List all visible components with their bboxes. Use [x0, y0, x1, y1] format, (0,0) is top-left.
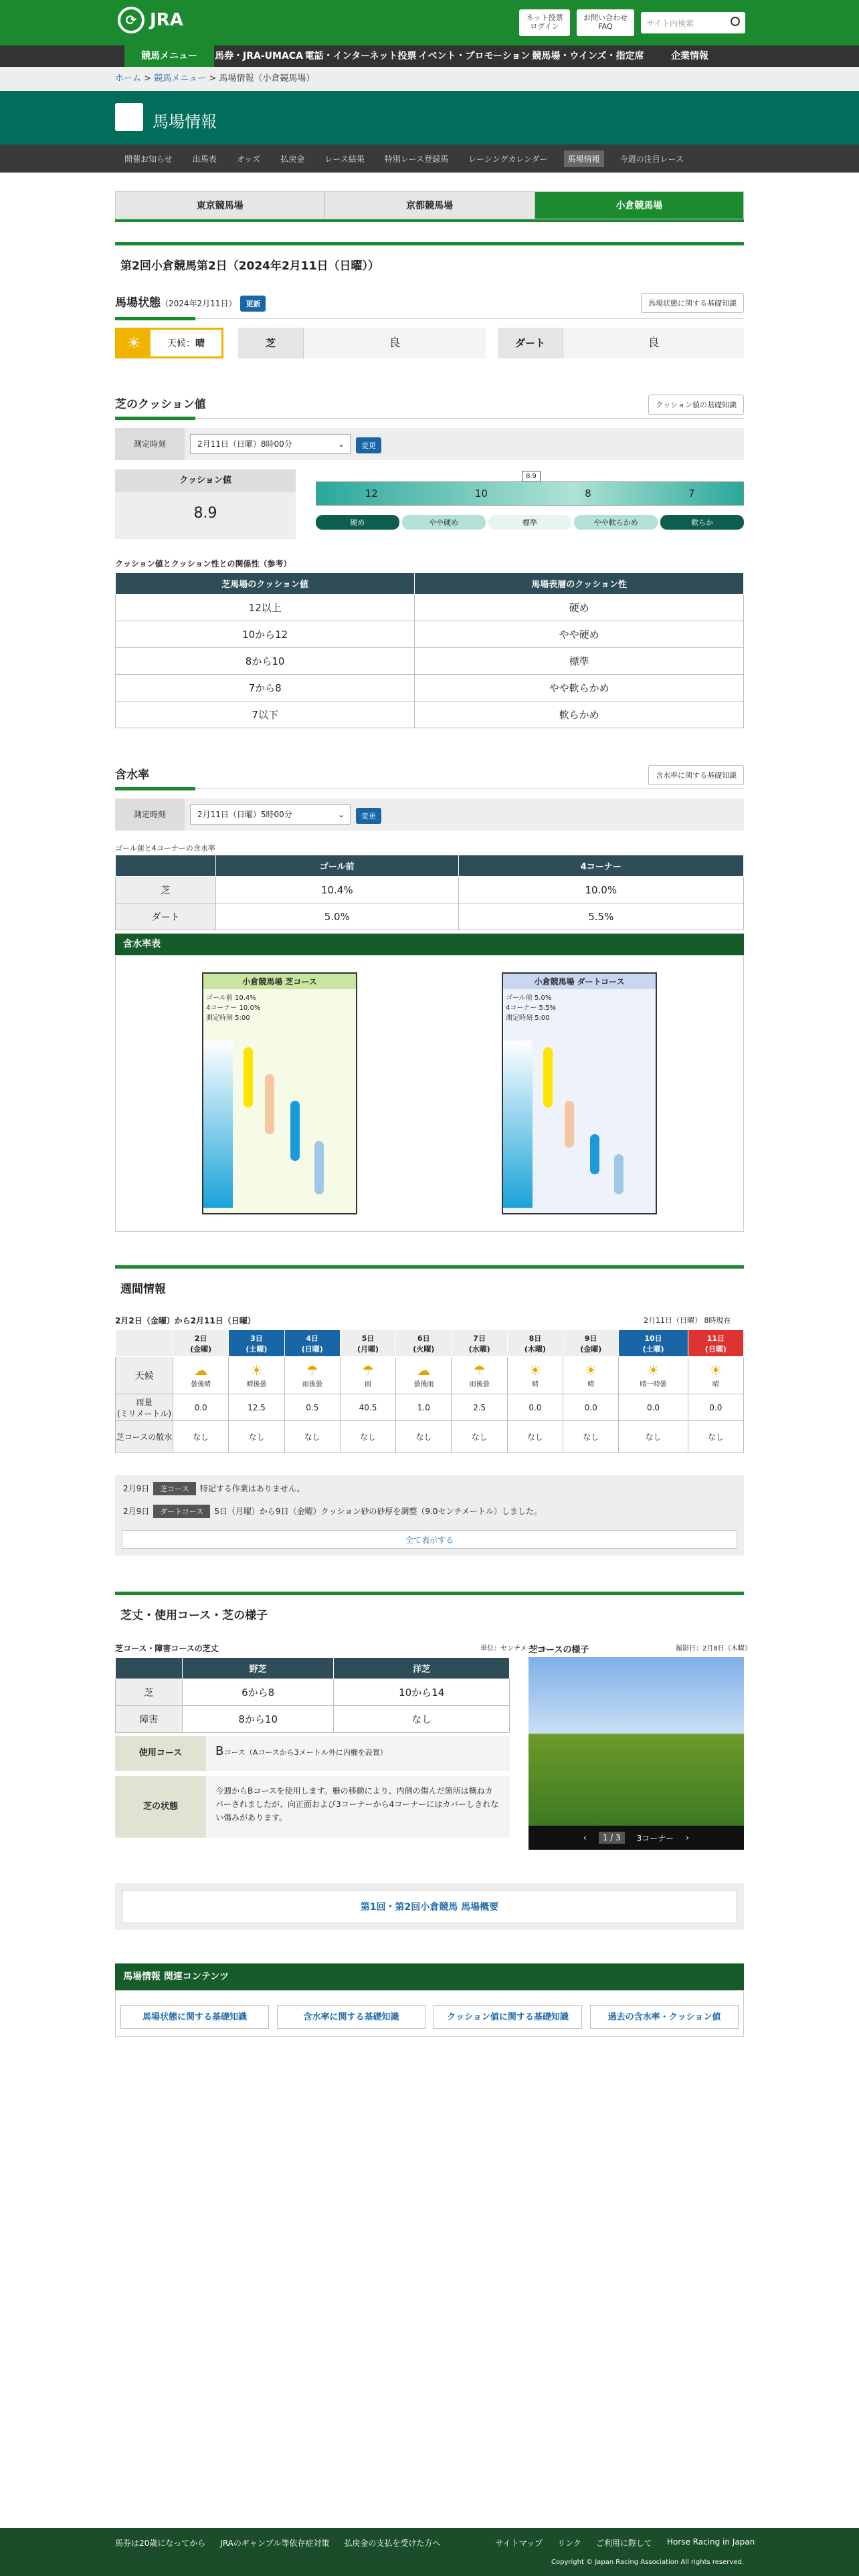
- nav-item[interactable]: 電話・インターネット投票: [304, 51, 417, 62]
- range-bar: [244, 1047, 253, 1107]
- footer-link[interactable]: 馬券は20歳になってから: [115, 2539, 206, 2548]
- note-text: 特記する作業はありません。: [199, 1484, 305, 1493]
- breadcrumb-sep: >: [141, 74, 155, 84]
- table-cell: やや硬め: [415, 621, 744, 648]
- water-cell: なし: [507, 1421, 563, 1453]
- course-title: 芝丈・使用コース・芝の様子: [115, 1592, 744, 1622]
- water-cell: なし: [340, 1421, 395, 1453]
- table-row: [116, 702, 744, 728]
- weather-text: 晴: [712, 1381, 719, 1388]
- nav-item[interactable]: 馬券・JRA-UMACA: [215, 51, 303, 62]
- chart-title: 小倉競馬場 芝コース: [203, 974, 356, 989]
- use-note: コース（Aコースから3メートル外に内柵を設置）: [223, 1748, 387, 1757]
- nav-item[interactable]: 競馬メニュー: [124, 45, 214, 67]
- note-date: 2月9日: [123, 1484, 150, 1493]
- rain-cell: 12.5: [229, 1394, 284, 1421]
- rain-cell: 40.5: [340, 1394, 395, 1421]
- table-row: [116, 621, 744, 648]
- racecourse-tabs: [115, 191, 744, 222]
- moisture-time-select[interactable]: [190, 804, 351, 825]
- update-button[interactable]: 更新: [240, 296, 266, 312]
- course-unit: 単位：センチメートル: [480, 1645, 547, 1652]
- note-row: [123, 1482, 736, 1495]
- note-tag: 芝コース: [153, 1482, 195, 1495]
- chart-corner-value: 10.0%: [239, 1004, 261, 1012]
- weather-label: 天候：: [167, 338, 195, 349]
- related-title: 馬場情報 関連コンテンツ: [115, 1963, 744, 1990]
- moisture-chart-bar: 含水率表: [115, 934, 744, 955]
- dirt-moisture-chart: 小倉競馬場 ダートコース ゴール前 5.0% 4コーナー 5.5% 測定時刻 5:00: [502, 972, 657, 1214]
- water-cell: なし: [619, 1421, 688, 1453]
- nav-item[interactable]: 競馬場・ウインズ・指定席: [532, 51, 644, 62]
- table-cell: 10.0%: [458, 877, 743, 903]
- chart-time: 測定時刻 5:00: [506, 1014, 550, 1022]
- table-cell: 芝: [116, 1679, 183, 1706]
- weather-text: 雨後曇: [302, 1381, 322, 1388]
- day-weekday: (日曜): [704, 1344, 727, 1354]
- search-input[interactable]: [641, 12, 745, 33]
- weather-cell: [396, 1357, 452, 1394]
- range-bar: [565, 1101, 574, 1148]
- table-cell: ダート: [116, 903, 216, 930]
- baba-date: （2024年2月11日）: [161, 299, 237, 308]
- search-placeholder: サイト内検索: [646, 19, 694, 28]
- footer-link[interactable]: サイトマップ: [495, 2539, 543, 2548]
- cushion-time-row: [115, 428, 744, 460]
- tab-tokyo[interactable]: 東京競馬場: [115, 191, 324, 219]
- nav-item[interactable]: イベント・プロモーション: [418, 51, 531, 62]
- related-links: [120, 2005, 739, 2029]
- table-cell: 軟らかめ: [415, 702, 744, 728]
- breadcrumb-sep: >: [206, 74, 219, 84]
- weather-cell: [452, 1357, 507, 1394]
- moisture-caption: ゴール前と4コーナーの含水率: [115, 844, 215, 853]
- cushion-section: [115, 395, 744, 419]
- table-row: [116, 903, 744, 930]
- faq-label: お問い合わせ FAQ: [583, 13, 628, 31]
- shiba-condition: [238, 328, 486, 358]
- water-cell: なし: [452, 1421, 507, 1453]
- subnav-item[interactable]: オッズ: [236, 154, 261, 164]
- chart-time: 測定時刻 5:00: [206, 1014, 250, 1022]
- chart-scale: [203, 1041, 233, 1208]
- note-row: [123, 1505, 736, 1518]
- day-weekday: (金曜): [580, 1344, 602, 1354]
- rain-cell: 0.0: [563, 1394, 619, 1421]
- level-chip: 標準: [488, 515, 572, 530]
- day-weekday: (土曜): [246, 1344, 268, 1354]
- logo-text: JRA: [150, 10, 183, 30]
- weather-icon: ☀: [529, 1362, 541, 1378]
- prev-icon[interactable]: ‹: [583, 1833, 587, 1842]
- table-cell: 芝: [116, 877, 216, 903]
- weather-box: [115, 328, 223, 358]
- weekly-asof: 2月11日（日曜） 8時現在: [644, 1316, 731, 1325]
- weekly-title: 週間情報: [115, 1265, 744, 1296]
- water-cell: なし: [284, 1421, 340, 1453]
- row-label: 芝コースの散水: [116, 1421, 173, 1453]
- table-header: 芝馬場のクッション値: [116, 573, 415, 595]
- day-date: 5日: [361, 1333, 375, 1343]
- nav-item[interactable]: 企業情報: [671, 51, 708, 62]
- net-login-button[interactable]: [519, 9, 570, 36]
- day-date: 7日: [473, 1333, 486, 1343]
- note-text: 5日（月曜）から9日（金曜）クッション砂の砂厚を調整（9.0センチメートル）しました。: [214, 1507, 542, 1516]
- related-link[interactable]: クッション値に関する基礎知識: [434, 2005, 582, 2029]
- moisture-time-row: [115, 798, 744, 831]
- day-header: [688, 1330, 743, 1357]
- baba-icon: [115, 103, 143, 131]
- footer: [0, 2528, 859, 2576]
- moisture-guide-button[interactable]: 含水率に関する基礎知識: [648, 765, 744, 785]
- level-chip: やや硬め: [402, 515, 486, 530]
- table-cell: 10から12: [116, 621, 415, 648]
- note-date: 2月9日: [123, 1507, 150, 1516]
- scale-tick: 10: [474, 488, 488, 500]
- weather-icon: ☀: [585, 1362, 597, 1378]
- state-label: 芝の状態: [115, 1776, 206, 1838]
- photo-title: 芝コースの様子: [529, 1645, 589, 1655]
- day-date: 8日: [529, 1333, 542, 1343]
- subnav-item[interactable]: 馬場情報: [564, 150, 604, 167]
- overview-link[interactable]: 第1回・第2回小倉競馬 馬場概要: [122, 1890, 737, 1923]
- cushion-value-label: クッション値: [115, 469, 296, 492]
- table-header: [116, 1658, 183, 1679]
- weather-value: 晴: [195, 338, 205, 349]
- footer-links: [115, 2537, 755, 2549]
- dirt-condition: [498, 328, 744, 358]
- weather-text: 曇後雨: [413, 1381, 434, 1388]
- moisture-title: 含水率: [115, 765, 744, 789]
- cushion-scale: [316, 481, 744, 506]
- range-bar: [614, 1154, 624, 1194]
- day-weekday: (水曜): [468, 1344, 490, 1354]
- chevron-down-icon: ⌄: [337, 810, 345, 819]
- footer-link[interactable]: ご利用に際して: [595, 2539, 652, 2548]
- tab-kyoto[interactable]: 京都競馬場: [324, 191, 534, 219]
- course-table: [115, 1657, 510, 1733]
- level-chip: 硬め: [316, 515, 399, 530]
- day-header: [340, 1330, 395, 1357]
- photo-counter: 1 / 3: [599, 1832, 625, 1844]
- weather-cell: [688, 1357, 743, 1394]
- weather-cell: [563, 1357, 619, 1394]
- related-link[interactable]: 含水率に関する基礎知識: [277, 2005, 425, 2029]
- moisture-table: [115, 855, 744, 930]
- subnav-item[interactable]: レーシングカレンダー: [468, 154, 548, 164]
- chart-scale: [503, 1041, 533, 1208]
- day-header: [284, 1330, 340, 1357]
- day-weekday: (火曜): [413, 1344, 435, 1354]
- water-cell: なし: [229, 1421, 284, 1453]
- rain-cell: 1.0: [396, 1394, 452, 1421]
- day-date: 6日: [417, 1333, 430, 1343]
- weather-cell: [229, 1357, 284, 1394]
- weather-cell: [284, 1357, 340, 1394]
- weekly-range: 2月2日（金曜）から2月11日（日曜）: [115, 1316, 256, 1325]
- weather-cell: [619, 1357, 688, 1394]
- breadcrumb-current: 馬場情報（小倉競馬場）: [219, 74, 315, 84]
- table-cell: 5.5%: [458, 903, 743, 930]
- cushion-table-title: クッション値とクッション性との関係性（参考）: [115, 559, 292, 568]
- day-header: [619, 1330, 688, 1357]
- weather-icon: ☀: [709, 1362, 722, 1378]
- scale-tick: 12: [365, 488, 378, 500]
- table-row: [116, 877, 744, 903]
- cushion-pointer: 8.9: [522, 471, 541, 482]
- dirt-value: 良: [563, 328, 744, 358]
- day-weekday: (月曜): [357, 1344, 379, 1354]
- grass-state-row: [115, 1776, 510, 1838]
- subnav-item[interactable]: 特別レース登録馬: [384, 154, 449, 164]
- shiba-label: 芝: [238, 328, 304, 358]
- net-login-label: ネット投票 ログイン: [526, 13, 563, 31]
- table-row: [116, 595, 744, 621]
- weather-cell: [507, 1357, 563, 1394]
- cushion-time-value: 2月11日（日曜）8時00分: [197, 439, 292, 449]
- table-row: [116, 1679, 510, 1706]
- race-title: 第2回小倉競馬第2日（2024年2月11日（日曜））: [115, 242, 744, 273]
- photo-nav: [529, 1826, 744, 1850]
- table-row: [116, 1706, 510, 1733]
- range-bar: [265, 1074, 274, 1134]
- sub-nav: [0, 144, 859, 173]
- related-link[interactable]: 過去の含水率・クッション値: [590, 2005, 739, 2029]
- level-chip: やや軟らかめ: [574, 515, 658, 530]
- rain-cell: 0.0: [688, 1394, 743, 1421]
- sun-icon: ☀: [117, 330, 151, 356]
- overview-panel: [115, 1883, 744, 1930]
- weather-icon: ☀: [250, 1362, 263, 1378]
- shiba-value: 良: [304, 328, 486, 358]
- note-tag: ダートコース: [153, 1505, 210, 1518]
- rain-cell: 0.0: [619, 1394, 688, 1421]
- rain-cell: 2.5: [452, 1394, 507, 1421]
- footer-link[interactable]: リンク: [557, 2539, 581, 2548]
- subnav-item[interactable]: レース結果: [324, 154, 365, 164]
- weather-text: 雨: [365, 1381, 372, 1388]
- top-header: [0, 0, 859, 45]
- subnav-item[interactable]: 出馬表: [192, 154, 217, 164]
- jra-logo[interactable]: [118, 7, 183, 33]
- cushion-value: 8.9: [193, 505, 217, 522]
- day-date: 9日: [584, 1333, 597, 1343]
- page-header: [0, 91, 859, 144]
- chart-goal-value: 5.0%: [534, 994, 552, 1002]
- chart-goal-value: 10.4%: [234, 994, 256, 1002]
- weather-icon: ☁: [417, 1362, 431, 1378]
- use-course-row: [115, 1736, 510, 1771]
- baba-section: [115, 293, 744, 319]
- day-weekday: (土曜): [642, 1344, 664, 1354]
- weather-icon: ☀: [647, 1362, 660, 1378]
- table-cell: 障害: [116, 1706, 183, 1733]
- weather-text: 雨後曇: [469, 1381, 490, 1388]
- day-weekday: (日曜): [301, 1344, 323, 1354]
- chart-title: 小倉競馬場 ダートコース: [503, 974, 656, 989]
- weather-icon: ☁: [194, 1362, 208, 1378]
- photo-caption: 3コーナー: [636, 1833, 674, 1843]
- day-date: 4日: [306, 1333, 319, 1343]
- chevron-down-icon: ⌄: [337, 439, 345, 449]
- day-date: 2日: [194, 1333, 207, 1343]
- cushion-value-box: [115, 469, 296, 539]
- table-row: [116, 675, 744, 702]
- cushion-table: [115, 572, 744, 728]
- breadcrumb: [0, 67, 859, 91]
- weather-icon: ☂: [306, 1362, 318, 1378]
- horse-logo-icon: ⟳: [118, 7, 145, 33]
- range-bar: [590, 1134, 599, 1174]
- footer-link[interactable]: JRAのギャンブル等依存症対策: [220, 2539, 330, 2548]
- water-cell: なし: [396, 1421, 452, 1453]
- day-weekday: (金曜): [190, 1344, 212, 1354]
- subnav-item[interactable]: 払戻金: [280, 154, 305, 164]
- level-chip: 軟らか: [660, 515, 744, 530]
- course-photo: [529, 1657, 744, 1826]
- weather-cell: [173, 1357, 229, 1394]
- table-row: [116, 648, 744, 675]
- day-weekday: (木曜): [524, 1344, 546, 1354]
- time-label: 測定時刻: [115, 428, 185, 460]
- water-cell: なし: [688, 1421, 743, 1453]
- breadcrumb-home[interactable]: ホーム: [115, 74, 142, 84]
- day-header: [507, 1330, 563, 1357]
- use-label: 使用コース: [115, 1736, 206, 1771]
- time-label: 測定時刻: [115, 798, 185, 831]
- weekly-table: [115, 1329, 744, 1453]
- table-header: 4コーナー: [458, 855, 743, 877]
- table-cell: 8から10: [183, 1706, 334, 1733]
- table-cell: 8から10: [116, 648, 415, 675]
- copyright: Copyright © Japan Racing Association All rights reserved.: [551, 2559, 744, 2566]
- subnav-item[interactable]: 今週の注目レース: [619, 154, 684, 164]
- footer-link[interactable]: 払戻金の支払を受けた方へ: [344, 2539, 441, 2548]
- baba-guide-button[interactable]: 馬場状態に関する基礎知識: [641, 293, 744, 313]
- day-date: 10日: [644, 1333, 662, 1343]
- table-cell: 6から8: [183, 1679, 334, 1706]
- table-cell: なし: [334, 1706, 510, 1733]
- table-cell: 7以下: [116, 702, 415, 728]
- table-cell: 標準: [415, 648, 744, 675]
- day-header: [396, 1330, 452, 1357]
- range-bar: [290, 1101, 300, 1161]
- table-cell: 10.4%: [216, 877, 459, 903]
- day-header: [173, 1330, 229, 1357]
- weather-text: 晴後曇: [246, 1381, 267, 1388]
- table-cell: 硬め: [415, 595, 744, 621]
- day-header: [229, 1330, 284, 1357]
- subnav-item[interactable]: 開催お知らせ: [124, 154, 173, 164]
- weekly-notes: [115, 1475, 744, 1555]
- cushion-levels: [316, 515, 744, 530]
- use-value: B: [215, 1744, 224, 1758]
- chart-corner-value: 5.5%: [539, 1004, 556, 1012]
- photo-date: 撮影日：2月8日（木曜）: [676, 1645, 751, 1652]
- rain-cell: 0.0: [507, 1394, 563, 1421]
- weather-icon: ☂: [362, 1362, 374, 1378]
- show-all-button[interactable]: 全て表示する: [122, 1530, 737, 1549]
- moisture-change-button[interactable]: 変更: [356, 808, 381, 824]
- scale-tick: 8: [585, 488, 591, 500]
- moisture-section: [115, 765, 744, 789]
- table-header: [116, 855, 216, 877]
- weather-cell: [340, 1357, 395, 1394]
- main-nav: [0, 45, 859, 67]
- faq-button[interactable]: [577, 9, 634, 36]
- table-cell: 7から8: [116, 675, 415, 702]
- weather-text: 晴: [587, 1381, 595, 1388]
- cushion-change-button[interactable]: 変更: [356, 437, 381, 453]
- footer-link[interactable]: Horse Racing in Japan: [666, 2537, 755, 2547]
- water-cell: なし: [173, 1421, 229, 1453]
- cushion-time-select[interactable]: [190, 434, 351, 454]
- water-cell: なし: [563, 1421, 619, 1453]
- breadcrumb-menu[interactable]: 競馬メニュー: [154, 74, 207, 84]
- weather-text: 晴: [531, 1381, 539, 1388]
- cushion-title: 芝のクッション値: [115, 395, 744, 419]
- related-link[interactable]: 馬場状態に関する基礎知識: [120, 2005, 269, 2029]
- rain-cell: 0.5: [284, 1394, 340, 1421]
- table-header: ゴール前: [216, 855, 459, 877]
- scale-tick: 7: [688, 488, 695, 500]
- row-label: 天候: [116, 1357, 173, 1394]
- row-label: 雨量 (ミリメートル): [116, 1394, 173, 1421]
- rain-cell: 0.0: [173, 1394, 229, 1421]
- range-bar: [314, 1141, 324, 1194]
- day-date: 11日: [706, 1333, 725, 1343]
- search-icon[interactable]: [731, 17, 740, 26]
- day-header: [563, 1330, 619, 1357]
- tab-kokura[interactable]: 小倉競馬場: [535, 191, 744, 219]
- cushion-guide-button[interactable]: クッション値の基礎知識: [648, 395, 744, 415]
- weather-text: 晴一時曇: [640, 1381, 667, 1388]
- course-table-title: 芝コース・障害コースの芝丈: [115, 1644, 219, 1653]
- state-text: 今週からBコースを使用します。柵の移動により、内側の傷んだ箇所は概ねカバーされましたが、向正面および3コーナーから4コーナーにはカバーしきれない傷みがあります。: [215, 1786, 499, 1822]
- page-title: 馬場情報: [153, 112, 217, 131]
- baba-title: 馬場状態: [115, 296, 161, 310]
- table-header: 馬場表層のクッション性: [415, 573, 744, 595]
- day-date: 3日: [250, 1333, 263, 1343]
- weather-icon: ☂: [473, 1362, 486, 1378]
- day-header: [452, 1330, 507, 1357]
- table-cell: 10から14: [334, 1679, 510, 1706]
- dirt-label: ダート: [498, 328, 563, 358]
- table-cell: 5.0%: [216, 903, 459, 930]
- table-cell: やや軟らかめ: [415, 675, 744, 702]
- moisture-time-value: 2月11日（日曜）5時00分: [197, 810, 292, 819]
- weather-text: 曇後晴: [191, 1381, 211, 1388]
- next-icon[interactable]: ›: [686, 1833, 690, 1842]
- table-cell: 12以上: [116, 595, 415, 621]
- table-header: 野芝: [183, 1658, 334, 1679]
- table-header: 洋芝: [334, 1658, 510, 1679]
- range-bar: [543, 1047, 553, 1107]
- shiba-moisture-chart: 小倉競馬場 芝コース ゴール前 10.4% 4コーナー 10.0% 測定時刻 5:00: [202, 972, 357, 1214]
